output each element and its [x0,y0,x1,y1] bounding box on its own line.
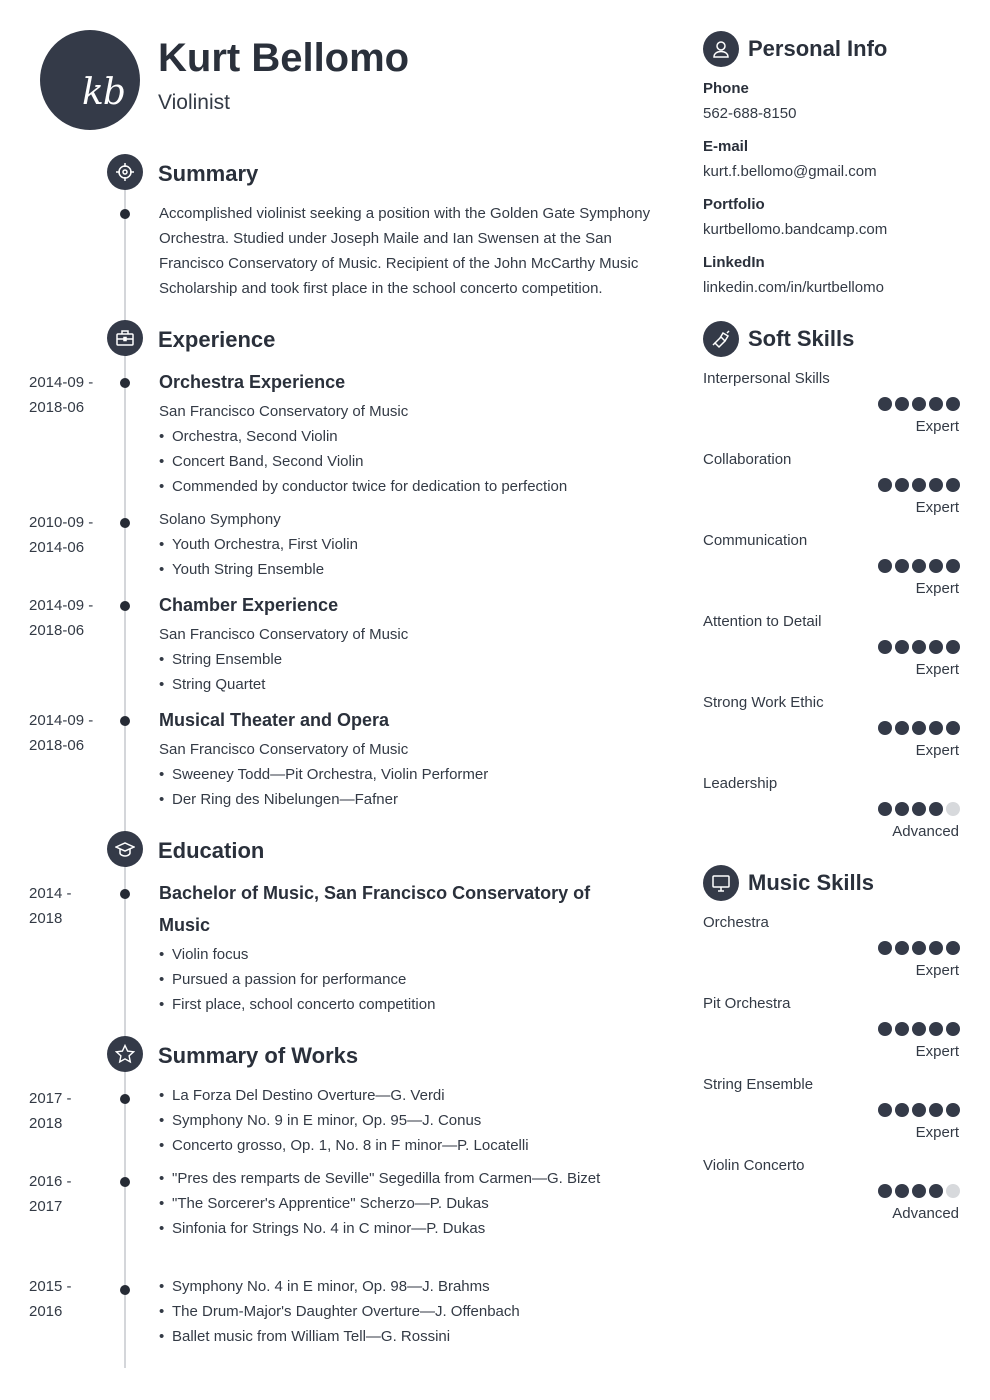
job-bullet: • Sweeney Todd—Pit Orchestra, Violin Performer [159,766,488,783]
skill-name: String Ensemble [703,1076,814,1093]
skill-name: Leadership [703,775,778,792]
rating-dot [895,640,909,654]
skill-name: Strong Work Ethic [703,694,824,711]
skill-level: Expert [915,742,959,759]
skill-level: Expert [915,661,959,678]
skill-rating [878,802,960,816]
skill-name: Collaboration [703,451,792,468]
date-start: 2014-09 - [29,597,94,614]
work-item: • Symphony No. 9 in E minor, Op. 95—J. Conus [159,1112,481,1129]
date-end: 2018-06 [29,737,85,754]
linkedin-link[interactable]: linkedin.com/in/kurtbellomo [703,279,884,296]
date-start: 2015 - [29,1278,72,1295]
job-org: San Francisco Conservatory of Music [159,741,409,758]
skill-level: Expert [915,499,959,516]
rating-dot [878,1184,892,1198]
job-bullet: • Youth Orchestra, First Violin [159,536,358,553]
portfolio-link[interactable]: kurtbellomo.bandcamp.com [703,221,888,238]
personal-info-heading: Personal Info [748,36,888,61]
education-heading: Education [158,838,265,863]
skill-rating [878,721,960,735]
portfolio-label: Portfolio [703,196,765,213]
works-date [29,1169,109,1219]
rating-dot [878,559,892,573]
rating-dot [946,478,960,492]
work-item: • "Pres des remparts de Seville" Segedilla from Carmen—G. Bizet [159,1170,600,1187]
skill-rating [878,1184,960,1198]
skill-rating [878,941,960,955]
job-bullet: • Der Ring des Nibelungen—Fafner [159,791,398,808]
rating-dot [946,397,960,411]
works-date [29,1274,109,1324]
skill-level: Expert [915,580,959,597]
email-value[interactable]: kurt.f.bellomo@gmail.com [703,163,877,180]
rating-dot [946,721,960,735]
rating-dot [878,802,892,816]
date-start: 2014-09 - [29,712,94,729]
rating-dot [912,1103,926,1117]
avatar [40,30,140,130]
rating-dot [878,397,892,411]
timeline-dot [120,716,130,726]
rating-dot [878,1103,892,1117]
date-end: 2017 [29,1198,63,1215]
experience-date [29,708,109,758]
skill-rating [878,397,960,411]
experience-date [29,593,109,643]
monitor-icon [703,865,739,901]
rating-dot [895,721,909,735]
job-role: Orchestra Experience [159,372,346,392]
rating-dot [878,640,892,654]
summary-text: Accomplished violinist seeking a position with the Golden Gate Symphony Orchestra. Studied under Joseph Maile and Ian Swensen at the San Francisco Conservatory of Music. Recipient of the John McCarthy Music Scholarship and took first place in the school concerto competition. [159,205,651,297]
rating-dot [946,1103,960,1117]
skill-name: Pit Orchestra [703,995,791,1012]
rating-dot [912,941,926,955]
work-item: • Symphony No. 4 in E minor, Op. 98—J. Brahms [159,1278,490,1295]
date-end: 2018 [29,910,63,927]
phone-value: 562-688-8150 [703,105,797,122]
phone-label: Phone [703,80,749,97]
skill-name: Orchestra [703,914,769,931]
candidate-name: Kurt Bellomo [158,36,410,80]
education-bullet: • Pursued a passion for performance [159,971,406,988]
work-item: • La Forza Del Destino Overture—G. Verdi [159,1087,445,1104]
skill-rating [878,1103,960,1117]
skill-rating [878,640,960,654]
rating-dot [946,640,960,654]
rating-dot [929,1184,943,1198]
timeline-dot [120,378,130,388]
date-start: 2017 - [29,1090,72,1107]
rating-dot [912,478,926,492]
rating-dot [929,1103,943,1117]
rating-dot [895,802,909,816]
education-bullet: • Violin focus [159,946,248,963]
job-bullet: • Youth String Ensemble [159,561,324,578]
summary-heading: Summary [158,161,259,186]
rating-dot [929,941,943,955]
rating-dot [878,1022,892,1036]
rating-dot [912,1022,926,1036]
job-bullet: • String Quartet [159,676,265,693]
date-start: 2010-09 - [29,514,94,531]
skill-name: Communication [703,532,808,549]
timeline-dot [120,518,130,528]
job-bullet: • String Ensemble [159,651,282,668]
date-start: 2016 - [29,1173,72,1190]
rating-dot [946,1022,960,1036]
rating-dot [912,802,926,816]
timeline-dot [120,1094,130,1104]
briefcase-icon [107,320,143,356]
rating-dot [912,721,926,735]
job-role: Chamber Experience [159,595,339,615]
job-org: San Francisco Conservatory of Music [159,403,409,420]
work-item: • Concerto grosso, Op. 1, No. 8 in F minor—P. Locatelli [159,1137,529,1154]
rating-dot [895,478,909,492]
email-label: E-mail [703,138,749,155]
skill-level: Expert [915,962,959,979]
date-end: 2018-06 [29,622,85,639]
graduation-cap-icon [107,831,143,867]
rating-dot [895,1103,909,1117]
works-date [29,1086,109,1136]
avatar-initials: kb [82,72,125,113]
work-item: • Sinfonia for Strings No. 4 in C minor—P. Dukas [159,1220,485,1237]
rating-dot [912,397,926,411]
job-role: Musical Theater and Opera [159,710,390,730]
rating-dot [929,1022,943,1036]
work-item: • "The Sorcerer's Apprentice" Scherzo—P. Dukas [159,1195,489,1212]
degree-line-2: Music [159,915,211,935]
experience-heading: Experience [158,327,276,352]
work-item: • The Drum-Major's Daughter Overture—J. Offenbach [159,1303,520,1320]
rating-dot [946,559,960,573]
rating-dot [878,478,892,492]
skill-level: Advanced [892,823,959,840]
date-start: 2014-09 - [29,374,94,391]
education-date [29,881,109,931]
date-end: 2018 [29,1115,63,1132]
user-icon [703,31,739,67]
skill-name: Violin Concerto [703,1157,805,1174]
education-bullet: • First place, school concerto competition [159,996,435,1013]
rating-dot [929,802,943,816]
skill-rating [878,478,960,492]
work-item: • Ballet music from William Tell—G. Rossini [159,1328,450,1345]
skill-rating [878,1022,960,1036]
rating-dot [929,721,943,735]
rating-dot [946,941,960,955]
rating-dot [929,640,943,654]
rating-dot [929,559,943,573]
date-end: 2018-06 [29,399,85,416]
experience-date [29,510,109,560]
timeline-dot [120,601,130,611]
skill-level: Advanced [892,1205,959,1222]
skill-rating [878,559,960,573]
date-start: 2014 - [29,885,72,902]
rating-dot [946,1184,960,1198]
timeline-dot [120,1285,130,1295]
date-end: 2014-06 [29,539,85,556]
handshake-icon [703,321,739,357]
job-bullet: • Orchestra, Second Violin [159,428,338,445]
rating-dot [912,640,926,654]
skill-level: Expert [915,1043,959,1060]
timeline-dot [120,889,130,899]
timeline-dot [120,1177,130,1187]
rating-dot [912,559,926,573]
skill-level: Expert [915,1124,959,1141]
rating-dot [895,397,909,411]
rating-dot [912,1184,926,1198]
rating-dot [946,802,960,816]
rating-dot [895,1022,909,1036]
music-skills-heading: Music Skills [748,870,874,895]
rating-dot [895,941,909,955]
job-org: Solano Symphony [159,511,281,528]
rating-dot [878,721,892,735]
skill-level: Expert [915,418,959,435]
job-org: San Francisco Conservatory of Music [159,626,409,643]
linkedin-label: LinkedIn [703,254,765,271]
rating-dot [895,559,909,573]
job-bullet: • Commended by conductor twice for dedication to perfection [159,478,567,495]
candidate-title: Violinist [158,91,230,114]
rating-dot [929,478,943,492]
rating-dot [895,1184,909,1198]
skill-name: Interpersonal Skills [703,370,830,387]
skill-name: Attention to Detail [703,613,822,630]
summary-target-icon [107,154,143,190]
star-icon [107,1036,143,1072]
experience-date [29,370,109,420]
works-heading: Summary of Works [158,1043,359,1068]
timeline-dot [120,209,130,219]
soft-skills-heading: Soft Skills [748,326,855,351]
job-bullet: • Concert Band, Second Violin [159,453,364,470]
date-end: 2016 [29,1303,63,1320]
rating-dot [929,397,943,411]
rating-dot [878,941,892,955]
degree-line-1: Bachelor of Music, San Francisco Conservatory of [159,883,591,903]
